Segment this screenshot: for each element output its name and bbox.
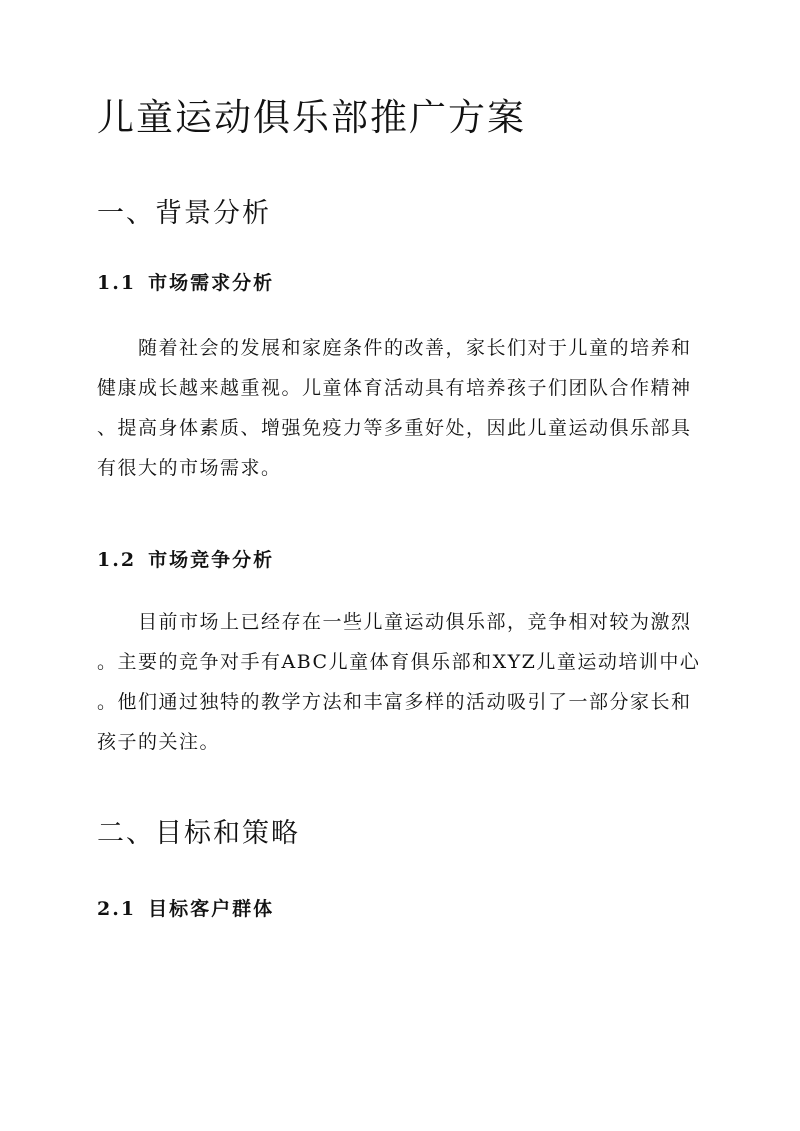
- paragraph-line: 目前市场上已经存在一些儿童运动俱乐部，竞争相对较为激烈: [138, 611, 692, 633]
- subsection-heading-market-competition: [97, 545, 274, 575]
- paragraph-line: 。他们通过独特的教学方法和丰富多样的活动吸引了一部分家长和: [97, 691, 692, 713]
- paragraph-line: 有很大的市场需求。: [97, 457, 282, 479]
- paragraph-line: 、提高身体素质、增强免疫力等多重好处，因此儿童运动俱乐部具: [97, 417, 692, 439]
- paragraph-line: 随着社会的发展和家庭条件的改善，家长们对于儿童的培养和: [138, 337, 692, 359]
- subsection-title: 目标客户群体: [148, 898, 275, 920]
- subsection-heading-target-customers: [97, 894, 274, 924]
- section-heading-goals-strategy: 二、目标和策略: [97, 818, 300, 849]
- section-heading-background: 一、背景分析: [97, 198, 271, 229]
- subsection-number: 1.1: [97, 272, 137, 294]
- subsection-number: 2.1: [97, 898, 137, 920]
- subsection-title: 市场需求分析: [148, 272, 275, 294]
- paragraph-line: 孩子的关注。: [97, 731, 221, 753]
- paragraph-market-competition: [97, 602, 703, 762]
- subsection-title: 市场竞争分析: [148, 549, 275, 571]
- paragraph-line: 。主要的竞争对手有ABC儿童体育俱乐部和XYZ儿童运动培训中心: [97, 651, 701, 673]
- subsection-heading-market-demand: [97, 268, 274, 298]
- paragraph-market-demand: [97, 328, 703, 488]
- document-title: 儿童运动俱乐部推广方案: [97, 96, 526, 139]
- subsection-number: 1.2: [97, 549, 137, 571]
- paragraph-line: 健康成长越来越重视。儿童体育活动具有培养孩子们团队合作精神: [97, 377, 692, 399]
